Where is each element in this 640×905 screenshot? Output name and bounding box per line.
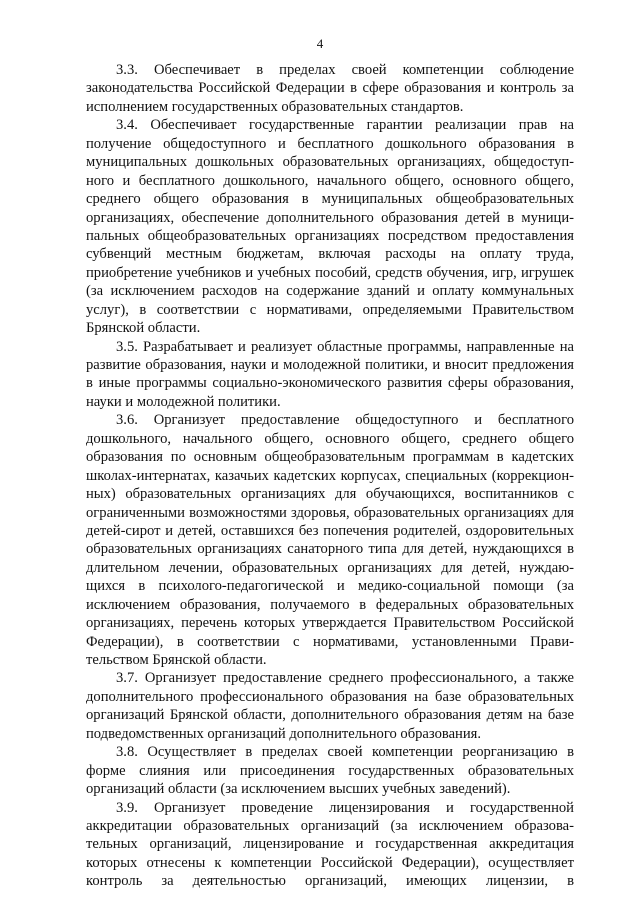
text-line: субвенций местным бюджетам, включая расходы на оплату труда, xyxy=(86,246,574,263)
text-line: щихся в психолого-педагогической и медико-социальной помощи (за xyxy=(86,578,574,595)
text-line: приобретение учебников и учебных пособий, средств обучения, игр, игрушек xyxy=(86,264,574,281)
text-line: 3.8. Осуществляет в пределах своей компетенции реорганизацию в xyxy=(116,744,574,761)
text-line: аккредитации образовательных организаций (за исключением образова- xyxy=(86,817,574,834)
paragraph xyxy=(86,743,574,798)
paragraph xyxy=(86,61,574,116)
text-line: которых отнесены к компетенции Российской Федерации), осуществляет xyxy=(86,854,574,871)
text-line: длительном лечении, образовательных организациях для детей, нуждаю- xyxy=(86,559,574,576)
text-line: детей-сирот и детей, оставшихся без попечения родителей, оздоровительных xyxy=(86,522,574,539)
paragraph xyxy=(86,669,574,743)
text-line: организациях, перечень которых утверждается Правительством Российской xyxy=(86,615,574,632)
text-line: муниципальных дошкольных образовательных организациях, общедоступ- xyxy=(86,154,574,171)
text-line: 3.5. Разрабатывает и реализует областные программы, направленные на xyxy=(116,338,574,355)
text-line: 3.7. Организует предоставление среднего профессионального, а также xyxy=(116,670,574,687)
page-number: 4 xyxy=(316,36,324,51)
text-line: подведомственных организаций дополнительного образования. xyxy=(86,725,482,742)
text-line: 3.4. Обеспечивает государственные гарантии реализации прав на xyxy=(116,117,574,134)
text-line: Брянской области. xyxy=(86,320,201,337)
text-line: получение общедоступного и бесплатного дошкольного образования в xyxy=(86,135,574,152)
text-line: контроль за деятельностью организаций, имеющих лицензии, в xyxy=(86,873,574,890)
text-line: организациях, обеспечение дополнительного образования детей в муници- xyxy=(86,209,574,226)
text-line: услуг), в соответствии с нормативами, определяемыми Правительством xyxy=(86,301,574,318)
text-line: науки и молодежной политики. xyxy=(86,393,281,410)
text-line: среднего общего образования в муниципальных общеобразовательных xyxy=(86,191,574,208)
text-line: 3.3. Обеспечивает в пределах своей компетенции соблюдение xyxy=(116,62,574,78)
text-line: (за исключением расходов на содержание зданий и оплату коммунальных xyxy=(86,283,574,300)
paragraph xyxy=(86,338,574,412)
text-line: ного и бесплатного дошкольного, начального общего, основного общего, xyxy=(86,172,574,189)
text-line: пальных общеобразовательных организациях посредством предоставления xyxy=(86,227,574,244)
text-line: исполнением государственных образовательных стандартов. xyxy=(86,98,464,115)
paragraph xyxy=(86,799,574,891)
document-body xyxy=(86,61,574,891)
text-line: организаций области (за исключением высших учебных заведений). xyxy=(86,781,511,798)
text-line: законодательства Российской Федерации в сфере образования и контроль за xyxy=(86,80,574,97)
text-line: 3.9. Организует проведение лицензирования и государственной xyxy=(116,799,574,816)
paragraph xyxy=(86,116,574,337)
paragraph xyxy=(86,411,574,669)
text-line: ограниченными возможностями здоровья, образовательных организациях для xyxy=(86,504,574,521)
text-line: организаций Брянской области, дополнительного образования детям на базе xyxy=(86,707,574,724)
text-line: развитие образования, науки и молодежной политики, и вносит предложения xyxy=(86,357,574,373)
text-line: Федерации), в соответствии с нормативами, установленными Прави- xyxy=(86,633,574,650)
text-line: школах-интернатах, казачьих кадетских корпусах, специальных (коррекцион- xyxy=(86,467,574,484)
text-line: форме слияния или присоединения государственных образовательных xyxy=(86,762,574,779)
text-line: образования по основным общеобразовательным программам в кадетских xyxy=(86,449,574,466)
text-line: дополнительного профессионального образования на базе образовательных xyxy=(86,688,574,705)
text-line: 3.6. Организует предоставление общедоступного и бесплатного xyxy=(116,412,574,429)
text-line: дошкольного, начального общего, основного общего, среднего общего xyxy=(86,430,574,447)
text-line: ных) образовательных организациях для обучающихся, воспитанников с xyxy=(86,486,574,503)
text-line: тельством Брянской области. xyxy=(86,652,267,668)
text-line: образовательных организациях санаторного типа для детей, нуждающихся в xyxy=(86,541,574,558)
text-line: тельных организаций, лицензирование и государственная аккредитация xyxy=(86,836,574,853)
text-line: исключением образования, получаемого в федеральных образовательных xyxy=(86,596,574,613)
text-line: в иные программы социально-экономического развития сферы образования, xyxy=(86,375,574,392)
